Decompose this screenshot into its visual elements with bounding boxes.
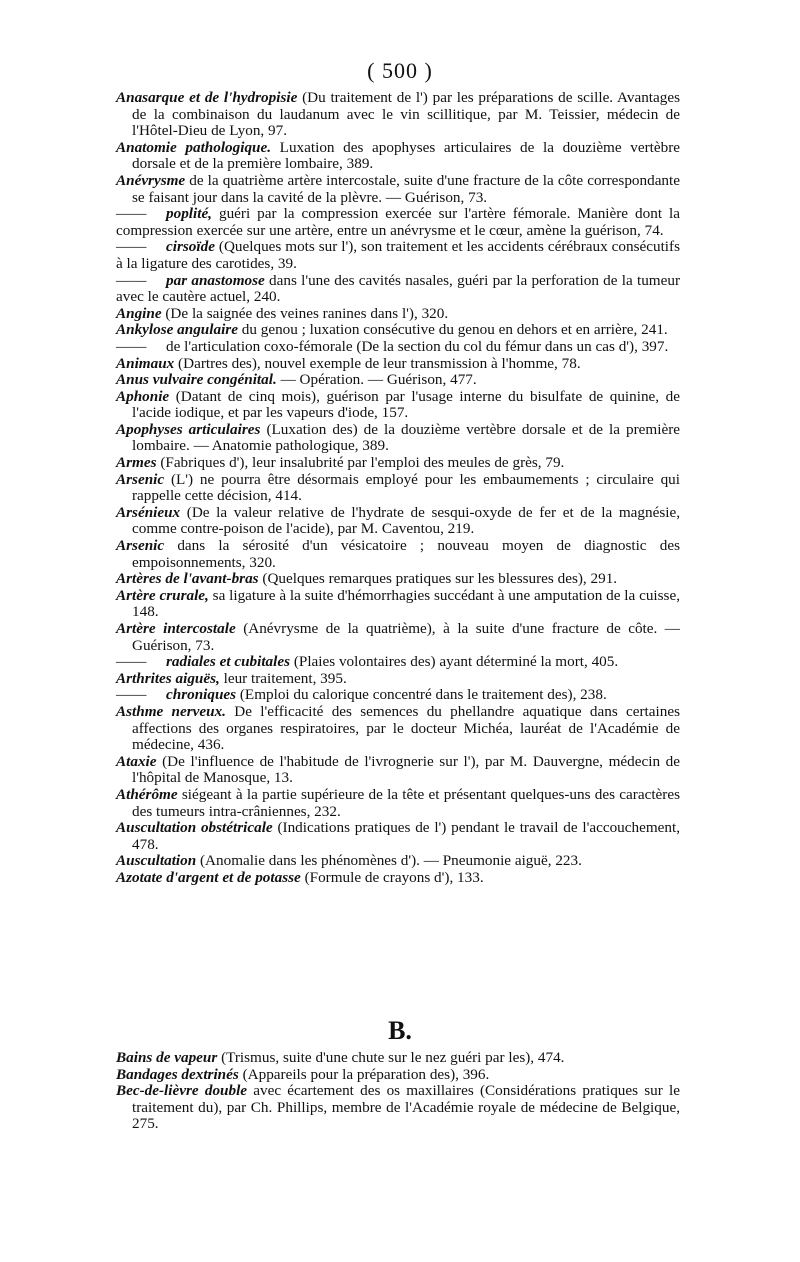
entry-text: De l'efficacité des semences du phellandre aquatique dans certaines affections des organes respiratoires, par le docteur Michéa, lauréat de l'Académie de médecine, 436.	[132, 702, 680, 754]
entry-text: (Plaies volontaires des) ayant déterminé la mort, 405.	[290, 653, 619, 671]
index-entries-b	[116, 1050, 680, 1133]
entry-text: guéri par la compression exercée sur l'artère fémorale. Manière dont la compression exercée sur une artère, entre un anévrysme et le cœur, amène la guérison, 74.	[116, 205, 680, 239]
index-entry	[116, 671, 680, 688]
repeat-dash: ——	[116, 653, 147, 671]
entry-text: avec écartement des os maxillaires (Considérations pratiques sur le traitement du), par Ch. Phillips, membre de l'Académie royale de médecine de Belgique, 275.	[132, 1082, 680, 1133]
index-entry	[116, 787, 680, 820]
entry-text: (Trismus, suite d'une chute sur le nez guéri par les), 474.	[217, 1049, 565, 1066]
entry-text: (Anomalie dans les phénomènes d'). — Pneumonie aiguë, 223.	[196, 852, 582, 870]
entry-lemma: Asthme nerveux.	[116, 702, 226, 720]
entry-text: (Appareils pour la préparation des), 396.	[238, 1065, 490, 1083]
index-entry	[116, 339, 680, 356]
entry-lemma: Apophyses articulaires	[116, 420, 261, 438]
index-entry	[116, 206, 680, 239]
entry-lemma: Anasarque et de l'hydropisie	[116, 89, 298, 106]
entry-text: — Opération. — Guérison, 477.	[276, 371, 477, 389]
index-entry	[116, 687, 680, 704]
index-entry	[116, 853, 680, 870]
index-entry	[116, 372, 680, 389]
index-entry	[116, 273, 680, 306]
entry-text: (Datant de cinq mois), guérison par l'usage interne du bisulfate de quinine, de l'acide iodique, et par les vapeurs d'iode, 157.	[132, 387, 680, 422]
entry-text: (Anévrysme de la quatrième), à la suite d'une fracture de côte. — Guérison, 73.	[132, 620, 680, 654]
entry-lemma: chroniques	[166, 686, 237, 704]
index-entry	[116, 654, 680, 671]
entry-lemma: Artère intercostale	[116, 620, 236, 637]
entry-text: sa ligature à la suite d'hémorrhagies succédant à une amputation de la cuisse, 148.	[132, 586, 680, 621]
entry-lemma: Bandages dextrinés	[116, 1065, 239, 1083]
entry-lemma: Bains de vapeur	[116, 1049, 218, 1066]
index-entry	[116, 173, 680, 206]
entry-text: (Quelques remarques pratiques sur les blessures des), 291.	[258, 570, 618, 588]
index-entry	[116, 704, 680, 754]
repeat-dash: ——	[116, 271, 147, 289]
entry-text: (Formule de crayons d'), 133.	[300, 868, 484, 886]
entry-lemma: Arsenic	[116, 470, 165, 488]
entry-lemma: Bec-de-lièvre double	[116, 1082, 248, 1100]
entry-lemma: Artères de l'avant-bras	[116, 570, 259, 588]
index-entry	[116, 306, 680, 323]
page-number: ( 500 )	[367, 58, 433, 83]
repeat-dash: ——	[116, 337, 147, 355]
repeat-dash: ——	[116, 238, 147, 256]
entry-lemma: Angine	[116, 304, 162, 322]
entry-lemma: Auscultation	[116, 852, 197, 870]
entry-text: de l'articulation coxo-fémorale (De la section du col du fémur dans un cas d'), 397.	[166, 337, 669, 355]
index-entry	[116, 140, 680, 173]
entry-text: (Dartres des), nouvel exemple de leur transmission à l'homme, 78.	[174, 354, 581, 372]
entry-text: (Quelques mots sur l'), son traitement et les accidents cérébraux consécutifs à la ligature des carotides, 39.	[116, 238, 680, 272]
entry-text: (Emploi du calorique concentré dans le traitement des), 238.	[236, 686, 607, 704]
index-entry	[116, 754, 680, 787]
entry-lemma: Athérôme	[116, 785, 178, 803]
entry-lemma: Armes	[116, 454, 157, 472]
index-entry	[116, 455, 680, 472]
index-entry	[116, 820, 680, 853]
entry-text: Luxation des apophyses articulaires de la douzième vertèbre dorsale et de la première lombaire, 389.	[132, 138, 680, 173]
index-entry	[116, 422, 680, 455]
entry-lemma: Azotate d'argent et de potasse	[116, 868, 301, 886]
index-entry	[116, 1067, 680, 1084]
entry-text: (Du traitement de l') par les préparations de scille. Avantages de la combinaison du laudanum avec le vin scillitique, par M. Teissier, médecin de l'Hôtel-Dieu de Lyon, 97.	[132, 89, 680, 140]
entry-text: dans la sérosité d'un vésicatoire ; nouveau moyen de diagnostic des empoisonnements, 320.	[132, 537, 680, 571]
entry-lemma: Aphonie	[116, 387, 170, 405]
index-entry	[116, 870, 680, 887]
index-entry	[116, 538, 680, 571]
entry-lemma: par anastomose	[166, 271, 265, 289]
index-entry	[116, 90, 680, 140]
entry-lemma: Ataxie	[116, 752, 157, 770]
index-entry	[116, 1050, 680, 1067]
entry-text: (Luxation des) de la douzième vertèbre dorsale et de la première lombaire. — Anatomie pathologique, 389.	[132, 420, 680, 455]
entry-lemma: Anatomie pathologique.	[116, 138, 272, 156]
index-entry	[116, 356, 680, 373]
entry-text: (De l'influence de l'habitude de l'ivrognerie sur l'), par M. Dauvergne, médecin de l'hôpital de Manosque, 13.	[132, 752, 680, 787]
entry-lemma: Arsenic	[116, 537, 165, 555]
entry-text: (Fabriques d'), leur insalubrité par l'emploi des meules de grès, 79.	[156, 454, 565, 472]
entry-lemma: radiales et cubitales	[166, 653, 291, 671]
index-entry	[116, 1083, 680, 1133]
entry-text: de la quatrième artère intercostale, suite d'une fracture de la côte correspondante se faisant jour dans la cavité de la plèvre. — Guérison, 73.	[132, 171, 680, 206]
entry-text: (Indications pratiques de l') pendant le travail de l'accouchement, 478.	[132, 819, 680, 853]
entry-lemma: cirsoïde	[166, 238, 215, 256]
repeat-dash: ——	[116, 205, 147, 223]
entry-text: siégeant à la partie supérieure de la tête et présentant quelques-uns des caractères des tumeurs intra-crâniennes, 232.	[132, 785, 680, 820]
entry-text: du genou ; luxation consécutive du genou en dehors et en arrière, 241.	[237, 321, 668, 339]
entry-lemma: Anévrysme	[116, 171, 186, 189]
index-entry	[116, 472, 680, 505]
index-entries-a	[116, 90, 680, 887]
index-entry	[116, 389, 680, 422]
entry-lemma: Ankylose angulaire	[116, 321, 238, 339]
entry-text: (L') ne pourra être désormais employé pour les embaumements ; circulaire qui rappelle cette décision, 414.	[132, 470, 680, 505]
entry-lemma: Artère crurale,	[116, 586, 209, 604]
index-entry	[116, 621, 680, 654]
index-entry	[116, 322, 680, 339]
entry-lemma: Arsénieux	[116, 503, 181, 521]
entry-text: (De la saignée des veines ranines dans l'), 320.	[161, 304, 449, 322]
index-entry	[116, 239, 680, 272]
index-entry	[116, 571, 680, 588]
entry-lemma: Animaux	[116, 354, 175, 372]
index-entry	[116, 505, 680, 538]
entry-lemma: poplité,	[166, 205, 212, 223]
entry-lemma: Arthrites aiguës,	[116, 669, 220, 687]
entry-text: (De la valeur relative de l'hydrate de sesqui-oxyde de fer et de la magnésie, comme contre-poison de l'acide), par M. Caventou, 219.	[132, 503, 680, 538]
entry-text: leur traitement, 395.	[219, 669, 347, 687]
repeat-dash: ——	[116, 686, 147, 704]
section-letter: B.	[388, 1016, 412, 1045]
entry-lemma: Anus vulvaire congénital.	[116, 371, 277, 389]
entry-lemma: Auscultation obstétricale	[116, 819, 273, 837]
index-entry	[116, 588, 680, 621]
entry-text: dans l'une des cavités nasales, guéri par la perforation de la tumeur avec le cautère actuel, 240.	[116, 271, 680, 306]
